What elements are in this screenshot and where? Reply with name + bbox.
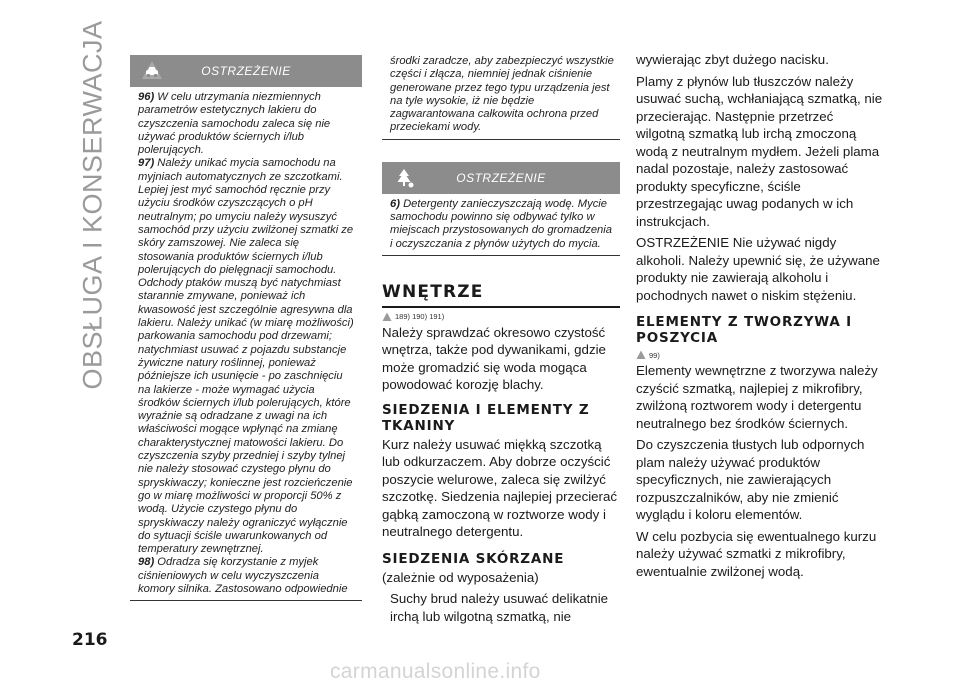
warning-title-2: OSTRZEŻENIE	[456, 170, 546, 185]
warning-body-1	[130, 87, 362, 600]
warning-body-2	[382, 194, 620, 255]
column-1	[130, 55, 362, 601]
paragraph: Plamy z płynów lub tłuszczów należy usuwać suchą, wchłaniającą szmatką, nie przecierając. Następnie przetrzeć wilgotną szmatką lub irchą zmoczoną wodą z neutralnym mydłem. Jeżeli plama nadal pozostaje, należy zastosować produkty specyficzne, ściśle przestrzegając uwag podanych w ich instrukcjach.	[636, 73, 883, 229]
warning-box-1	[130, 55, 362, 601]
tree-environment-icon	[392, 166, 416, 190]
car-reference-icon	[382, 312, 392, 322]
section-references-text: 99)	[649, 350, 660, 360]
warning-item-number: 98)	[138, 556, 155, 569]
section-references	[636, 350, 884, 360]
warning-item-number: 97)	[138, 157, 155, 170]
page-number: 216	[72, 630, 108, 650]
warning-item	[138, 556, 358, 596]
warning-title-1: OSTRZEŻENIE	[201, 64, 291, 78]
warning-item-text: Należy unikać mycia samochodu na myjniach automatycznych ze szczotkami. Lepiej jest myć samochód ręcznie przy użyciu środków czyszczących o pH neutralnym; po umyciu należy wysuszyć samochód przy użyciu zwilżonej szmatki ze skóry zamszowej. Nie zaleca się stosowania produktów ściernych i/lub polerujących do pielęgnacji samochodu. Odchody ptaków muszą być natychmiast starannie zmywane, ponieważ ich kwasowość jest szczególnie agresywna dla lakieru. Należy unikać (w miarę możliwości) parkowania samochodu pod drzewami; natychmiast usuwać z pojazdu substancje żywiczne natury roślinnej, ponieważ późniejsze ich usunięcie - po zaschnięciu na lakierze - może wymagać użycia środków ściernych i/lub polerujących, które wyraźnie są odradzane z uwagi na ich właściwości mogące wpłynąć na zmianę charakterystycznej matowości lakieru. Do czyszczenia szyby przedniej i szyby tylnej nie należy stosować czystego płynu do spryskiwaczy; konieczne jest rozcieńczenie go w miarę możliwości w proporcji 50% z wodą. Użycie czystego płynu do spryskiwaczy należy ograniczyć wyłącznie do sytuacji ściśle uwarunkowanych od temperatury zewnętrznej.	[138, 157, 354, 556]
warning-continuation-box	[382, 55, 620, 140]
warning-item-text: W celu utrzymania niezmiennych parametrów estetycznych lakieru do czyszczenia samochodu zaleca się nie używać produktów ściernych i/lub polerujących.	[138, 91, 331, 157]
watermark: carmanualsonline.info	[330, 660, 541, 683]
column-3	[636, 52, 884, 580]
paragraph: Do czyszczenia tłustych lub odpornych plam należy używać produktów specyficznych, nie zawierających rozpuszczalników, aby nie zmienić wyglądu i koloru elementów.	[636, 437, 865, 522]
subsection-text-fabric-seats: Kurz należy usuwać miękką szczotką lub odkurzaczem. Aby dobrze oczyścić poszycie welurowe, zaleca się zwilżyć szczotkę. Siedzenia najlepiej przecierać gąbką zamoczoną w roztworze wody i neutralnego detergentu.	[382, 436, 618, 540]
subsection-title-leather-seats: SIEDZENIA SKÓRZANE	[382, 550, 565, 567]
paragraph: W celu pozbycia się ewentualnego kurzu należy używać szmatki z mikrofibry, ewentualnie zwilżonej wodą.	[636, 528, 877, 579]
car-warning-icon	[140, 59, 164, 83]
warning-item	[138, 91, 358, 157]
warning-header-2	[382, 162, 620, 194]
section-references-text: 189) 190) 191)	[395, 312, 445, 322]
warning-header-1	[130, 55, 362, 87]
section-text: Należy sprawdzać okresowo czystość wnętrza, także pod dywanikami, gdzie może gromadzić się woda mogąca powodować korozję blachy.	[382, 324, 606, 393]
section-references	[382, 312, 620, 322]
subsection-text-leather-seats: Suchy brud należy usuwać delikatnie irchą lub wilgotną szmatką, nie	[390, 591, 609, 624]
section-title-plastics: ELEMENTY Z TWORZYWA I POSZYCIA	[636, 314, 852, 346]
warning-item-number: 6)	[390, 197, 400, 210]
column-2	[382, 55, 620, 625]
warning-box-2	[382, 162, 620, 256]
warning-item-number: 96)	[138, 91, 155, 103]
side-chapter-title	[74, 20, 112, 390]
warning-item	[390, 198, 616, 251]
warning-item-text: Detergenty zanieczyszczają wodę. Mycie samochodu powinno się odbywać tylko w miejscach przystosowanych do gromadzenia i oczyszczania z płynów użytych do mycia.	[390, 197, 612, 250]
car-reference-icon	[636, 350, 646, 360]
paragraph: Elementy wewnętrzne z tworzywa należy czyścić szmatką, najlepiej z mikrofibry, zwilżoną roztworem wody i detergentu neutralnego bez środków ściernych.	[636, 363, 878, 431]
paragraph: wywierając zbyt dużego nacisku.	[636, 52, 829, 67]
subsection-note-leather-seats: (zależnie od wyposażenia)	[382, 569, 539, 585]
warning-item-text: Odradza się korzystanie z myjek ciśnieniowych w celu wyczyszczenia komory silnika. Zastosowano odpowiednie	[138, 556, 348, 595]
side-chapter-title-text: OBSŁUGA I KONSERWACJA	[77, 20, 108, 390]
warning-continuation-text: środki zaradcze, aby zabezpieczyć wszystkie części i złącza, niemniej jednak ciśnienie generowane przez tego typu urządzenia jest na tyle wysokie, iż nie będzie zagwarantowana całkowita ochrona przed przeciekami wody.	[390, 55, 614, 134]
paragraph: OSTRZEŻENIE Nie używać nigdy alkoholi. Należy upewnić się, że używane produkty nie zawierają alkoholu i pochodnych nawet o niskim stężeniu.	[636, 235, 880, 303]
subsection-title-fabric-seats: SIEDZENIA I ELEMENTY Z TKANINY	[382, 401, 590, 434]
section-title-interior: WNĘTRZE	[382, 282, 620, 308]
warning-item	[138, 157, 358, 556]
